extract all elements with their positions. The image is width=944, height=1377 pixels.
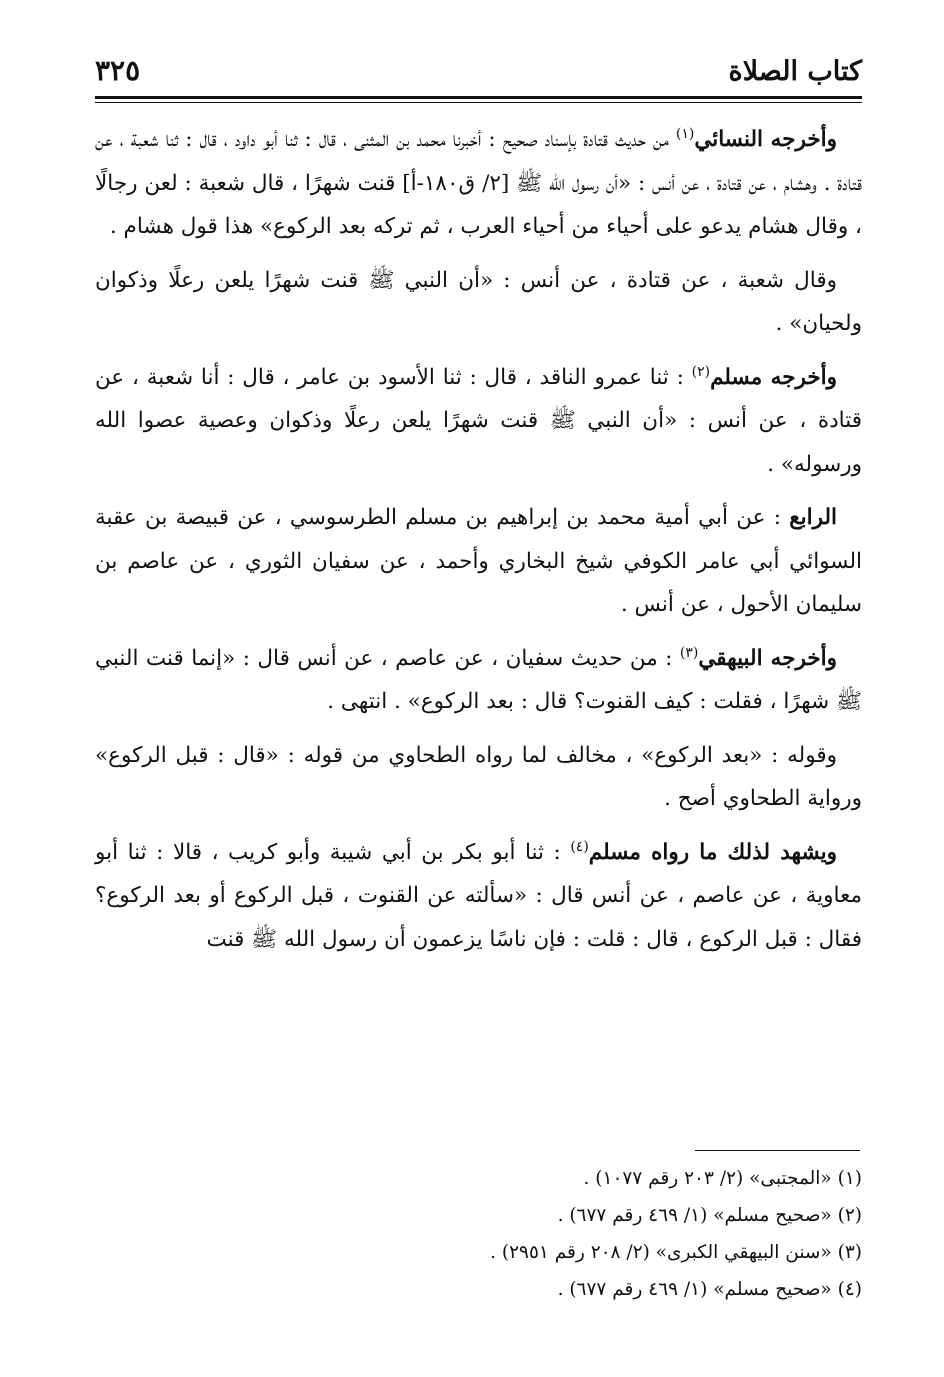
footnote-ref: (١) [675,125,695,142]
paragraph [95,496,862,627]
footnote-ref: (٣) [679,644,699,661]
footnote-ref: (٤) [570,838,589,855]
paragraph [95,259,862,346]
paragraph [95,637,862,724]
paragraph-text: : ثنا عمرو الناقد ، قال : ثنا الأسود بن عامر ، قال : أنا شعبة ، عن قتادة ، عن أنس : «أن النبي ﷺ قنت شهرًا يلعن رعلًا وذكوان وعصية عصوا الله ورسوله» . [95,364,862,477]
paragraph-lead: الرابع [789,505,837,530]
paragraph-text: من حديث قتادة بإسناد صحيح : أخبرنا محمد بن المثنى ، قال : ثنا أبو داود ، قال : ثنا شعبة ، عن قتادة . وهشام ، عن قتادة ، عن أنس : «أن رسول الله ﷺ [٢/ ق١٨٠-أ] قنت شهرًا ، قال شعبة : لعن رجالًا ، وقال هشام يدعو على أحياء من أحياء العرب ، ثم تركه بعد الركوع» هذا قول هشام . [95,127,862,239]
paragraph-lead: ويشهد لذلك ما رواه مسلم [588,839,837,865]
running-title: كتاب الصلاة [728,56,862,87]
paragraph [95,831,862,962]
footnote-separator [695,1150,860,1151]
paragraph-lead: وأخرجه النسائي [694,127,837,152]
main-text [95,118,862,971]
footnote-ref: (٢) [691,363,711,380]
paragraph-text: وقال شعبة ، عن قتادة ، عن أنس : «أن النبي ﷺ قنت شهرًا يلعن رعلًا وذكوان ولحيان» . [95,267,862,336]
paragraph-text: : عن أبي أمية محمد بن إبراهيم بن مسلم الطرسوسي ، عن قبيصة بن عقبة السوائي أبي عامر الكوفي شيخ البخاري وأحمد ، عن سفيان الثوري ، عن عاصم بن سليمان الأحول ، عن أنس . [95,505,862,617]
page-number: ٣٢٥ [95,54,141,87]
header-rule-thick [95,96,862,99]
footnote: (٣) «سنن البيهقي الكبرى» (٢/ ٢٠٨ رقم ٢٩٥١) . [490,1242,862,1263]
paragraph-text: وقوله : «بعد الركوع» ، مخالف لما رواه الطحاوي من قوله : «قال : قبل الركوع» ورواية الطحاوي أصح . [95,742,862,811]
header-rule-thin [95,102,862,103]
paragraph-lead: وأخرجه مسلم [710,364,837,390]
paragraph-text: : من حديث سفيان ، عن عاصم ، عن أنس قال : «إنما قنت النبي ﷺ شهرًا ، فقلت : كيف القنوت؟ قال : بعد الركوع» . انتهى . [95,645,862,714]
footnote: (٢) «صحيح مسلم» (١/ ٤٦٩ رقم ٦٧٧) . [557,1205,862,1226]
footnotes [342,1160,862,1308]
paragraph [95,356,862,487]
paragraph [95,734,862,821]
paragraph-lead: وأخرجه البيهقي [698,645,837,671]
paragraph [95,118,862,249]
page-header [95,52,862,92]
paragraph-text: : ثنا أبو بكر بن أبي شيبة وأبو كريب ، قالا : ثنا أبو معاوية ، عن عاصم ، عن أنس قال : «سألته عن القنوت ، قبل الركوع أو بعد الركوع؟ فقال : قبل الركوع ، قال : قلت : فإن ناسًا يزعمون أن رسول الله ﷺ قنت [95,839,862,952]
footnote: (١) «المجتبى» (٢/ ٢٠٣ رقم ١٠٧٧) . [583,1168,862,1189]
footnote: (٤) «صحيح مسلم» (١/ ٤٦٩ رقم ٦٧٧) . [557,1279,862,1300]
